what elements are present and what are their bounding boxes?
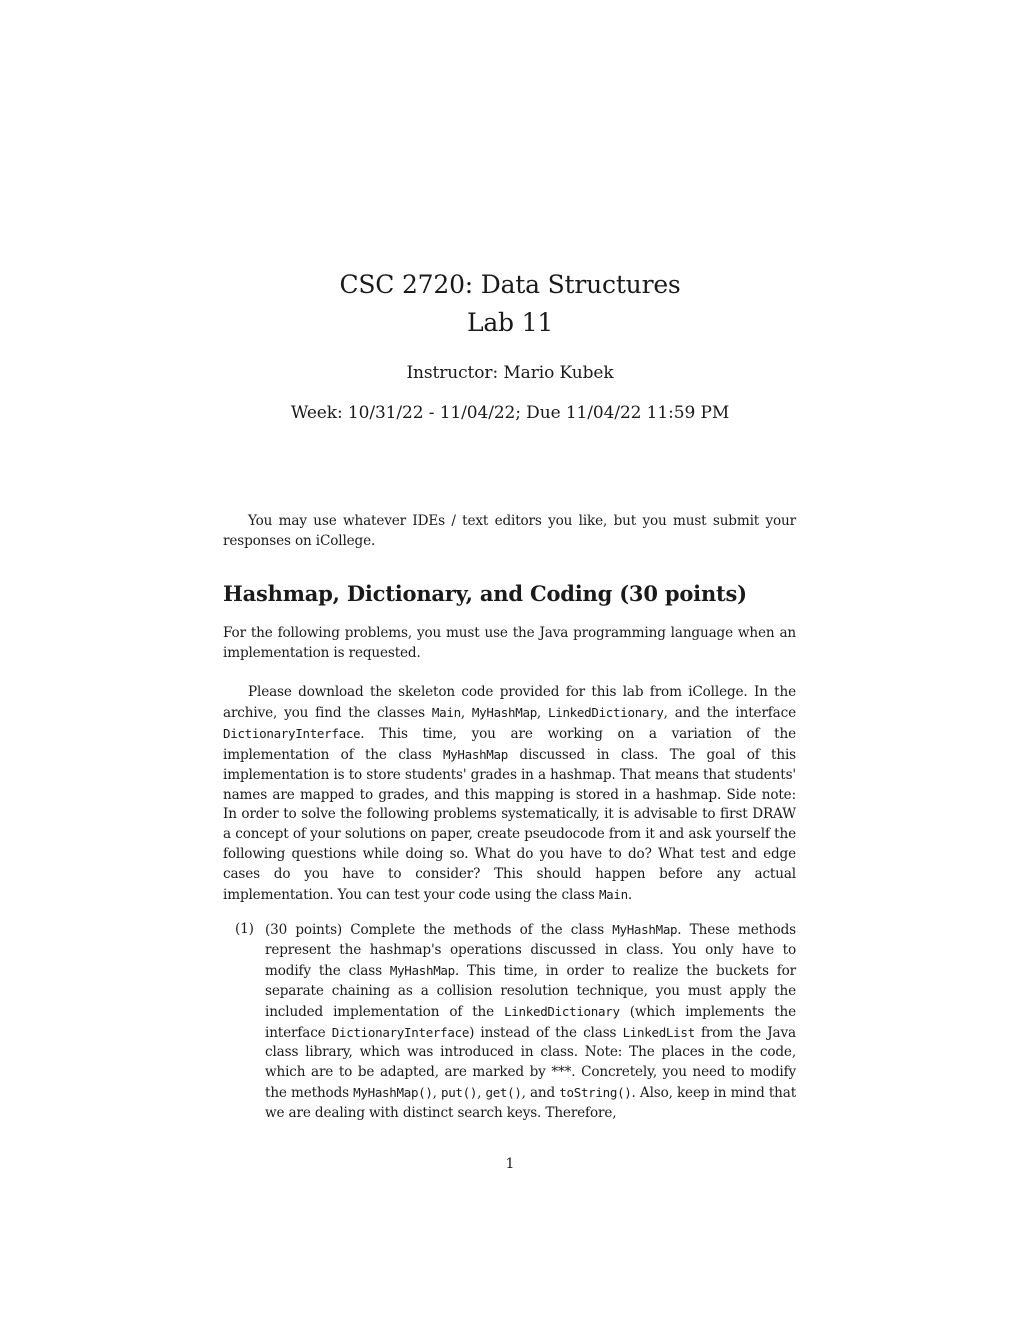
intro-paragraph: You may use whatever IDEs / text editors you like, but you must submit your responses on iCollege. — [223, 513, 796, 549]
code-dictionaryinterface: DictionaryInterface — [331, 1024, 470, 1040]
instructions-paragraph: Please download the skeleton code provided for this lab from iCollege. In the archive, you find the classes Main, MyHashMap, LinkedDictionary, and the interface DictionaryInterface. This time, you are working on a variation of the implementation of the class MyHashMap discussed in class. The goal of this implementation is to store students' grades in a hashmap. That means that students' names are mapped to grades, and this mapping is stored in a hashmap. Side note: In order to solve the following problems systematically, it is advisable to first DRAW a concept of your solutions on paper, create pseudocode from it and ask yourself the following questions while doing so. What do you have to do? What test and edge cases do you have to consider? This should happen before any actual implementation. You can test your code using the class Main. — [223, 684, 796, 904]
code-linkeddictionary: LinkedDictionary — [504, 1003, 620, 1019]
code-main: Main — [598, 887, 628, 903]
code-myhashmap: MyHashMap — [612, 922, 678, 937]
code-linkeddictionary: LinkedDictionary — [548, 704, 664, 720]
section-heading: Hashmap, Dictionary, and Coding (30 points) — [223, 581, 747, 606]
code-dictionaryinterface: DictionaryInterface — [223, 725, 361, 741]
code-tostring: toString() — [559, 1085, 632, 1101]
code-get: get() — [485, 1085, 522, 1101]
code-main: Main — [431, 704, 461, 720]
list-item-number: (1) — [235, 921, 254, 937]
code-linkedlist: LinkedList — [622, 1024, 695, 1040]
code-myhashmap: MyHashMap — [389, 962, 455, 978]
code-myhashmap: MyHashMap — [471, 704, 537, 720]
list-item-body: (30 points) Complete the methods of the class MyHashMap. These methods represent the hashmap's operations discussed in class. You only have to modify the class MyHashMap. This time, in order to realize the buckets for separate chaining as a collision resolution technique, you must apply the included implementation of the LinkedDictionary (which implements the interface DictionaryInterface) instead of the class LinkedList from the Java class library, which was introduced in class. Note: The places in the code, which are to be adapted, are marked by ***. Concretely, you need to modify the methods MyHashMap(), put(), get(), and toString(). Also, keep in mind that we are dealing with distinct search keys. Therefore, — [265, 922, 797, 1122]
week-line: Week: 10/31/22 - 11/04/22; Due 11/04/22 11:59 PM — [290, 403, 730, 423]
page-number: 1 — [505, 1156, 515, 1172]
list-item — [223, 920, 796, 1124]
course-title: CSC 2720: Data Structures — [339, 270, 681, 299]
code-myhashmap-constructor: MyHashMap() — [353, 1085, 433, 1101]
lab-title: Lab 11 — [466, 308, 554, 337]
code-myhashmap: MyHashMap — [442, 746, 508, 762]
requirements-paragraph: For the following problems, you must use the Java programming language when an implementation is requested. — [223, 625, 796, 661]
title-block — [0, 266, 1020, 342]
instructor-line: Instructor: Mario Kubek — [406, 363, 614, 383]
code-put: put() — [440, 1085, 478, 1101]
instructor-line-block — [0, 362, 1020, 384]
week-line-block — [0, 402, 1020, 424]
